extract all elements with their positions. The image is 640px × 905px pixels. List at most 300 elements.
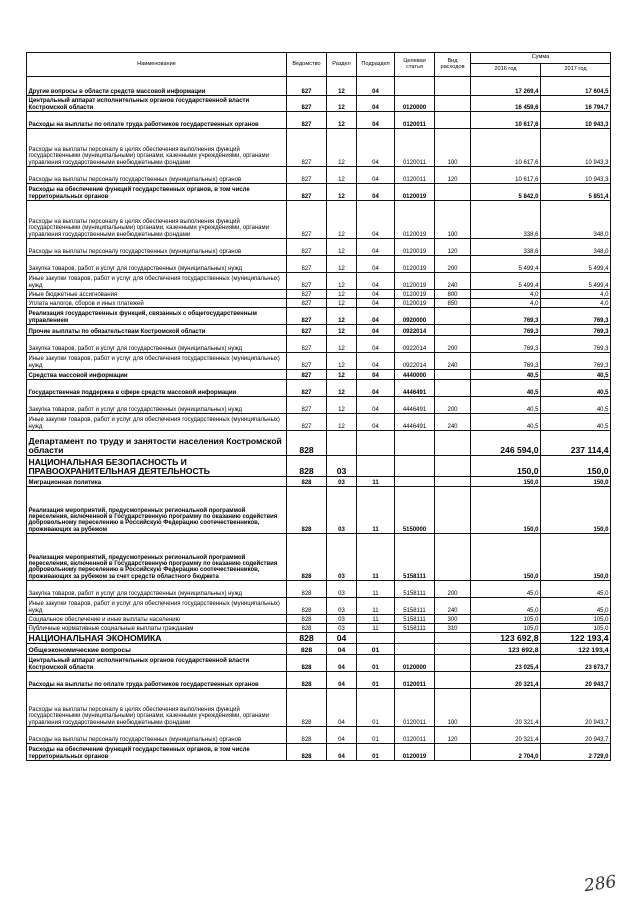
cell-vid-rashodov	[435, 431, 471, 456]
cell-razdel: 12	[327, 336, 357, 353]
cell-sum-2016: 40,5	[471, 397, 541, 414]
cell-sum-2017: 40,5	[541, 380, 611, 397]
cell-celevaya-statya: 0120011	[395, 689, 435, 727]
cell-vedomstvo: 828	[287, 644, 327, 655]
table-row	[27, 370, 611, 380]
cell-podrazdel: 04	[357, 273, 395, 290]
cell-name: Иные закупки товаров, работ и услуг для обеспечения государственных (муниципальных) нужд	[27, 273, 287, 290]
cell-podrazdel	[357, 431, 395, 456]
cell-razdel: 04	[327, 655, 357, 672]
cell-celevaya-statya: 0920000	[395, 308, 435, 325]
cell-sum-2017: 5 499,4	[541, 273, 611, 290]
cell-celevaya-statya: 0120019	[395, 290, 435, 299]
cell-celevaya-statya: 0120019	[395, 744, 435, 761]
table-row	[27, 431, 611, 456]
cell-name: Расходы на обеспечение функций государственных органов, в том числе территориальных органов	[27, 744, 287, 761]
table-row	[27, 689, 611, 727]
cell-vedomstvo: 827	[287, 370, 327, 380]
header-2016: 2016 год	[471, 64, 541, 77]
cell-celevaya-statya: 5158111	[395, 598, 435, 615]
cell-vid-rashodov	[435, 370, 471, 380]
cell-sum-2016: 17 269,4	[471, 77, 541, 96]
cell-vedomstvo: 828	[287, 689, 327, 727]
cell-celevaya-statya: 0120000	[395, 655, 435, 672]
cell-podrazdel: 04	[357, 201, 395, 239]
cell-vedomstvo: 827	[287, 299, 327, 308]
cell-sum-2017: 150,0	[541, 487, 611, 534]
cell-podrazdel: 04	[357, 129, 395, 167]
cell-razdel: 12	[327, 256, 357, 273]
cell-sum-2017: 16 794,7	[541, 96, 611, 112]
cell-name: Иные закупки товаров, работ и услуг для обеспечения государственных (муниципальных) нужд	[27, 353, 287, 370]
cell-sum-2017: 20 943,7	[541, 727, 611, 744]
cell-celevaya-statya: 0922014	[395, 325, 435, 336]
cell-name: Департамент по труду и занятости населения Костромской области	[27, 431, 287, 456]
cell-name: Миграционная политика	[27, 477, 287, 487]
cell-vid-rashodov	[435, 672, 471, 689]
cell-celevaya-statya: 4446491	[395, 397, 435, 414]
cell-sum-2017: 4,0	[541, 299, 611, 308]
cell-celevaya-statya: 0120000	[395, 96, 435, 112]
cell-vid-rashodov	[435, 77, 471, 96]
cell-vedomstvo: 827	[287, 239, 327, 256]
cell-sum-2017: 769,3	[541, 353, 611, 370]
cell-celevaya-statya: 0120011	[395, 672, 435, 689]
cell-celevaya-statya: 5158111	[395, 615, 435, 624]
table-row	[27, 308, 611, 325]
cell-podrazdel: 11	[357, 581, 395, 598]
cell-vedomstvo: 827	[287, 256, 327, 273]
cell-sum-2017: 769,3	[541, 308, 611, 325]
cell-sum-2017: 237 114,4	[541, 431, 611, 456]
cell-razdel: 03	[327, 624, 357, 633]
cell-vedomstvo: 828	[287, 431, 327, 456]
table-row	[27, 256, 611, 273]
cell-razdel: 03	[327, 456, 357, 477]
cell-name: Уплата налогов, сборов и иных платежей	[27, 299, 287, 308]
cell-sum-2016: 105,0	[471, 615, 541, 624]
cell-podrazdel: 04	[357, 290, 395, 299]
cell-sum-2017: 20 943,7	[541, 689, 611, 727]
cell-razdel: 03	[327, 487, 357, 534]
cell-podrazdel: 04	[357, 112, 395, 129]
cell-vid-rashodov: 200	[435, 256, 471, 273]
cell-vedomstvo: 828	[287, 615, 327, 624]
table-row	[27, 353, 611, 370]
cell-celevaya-statya: 4440000	[395, 370, 435, 380]
cell-vid-rashodov: 850	[435, 299, 471, 308]
cell-vedomstvo: 827	[287, 325, 327, 336]
cell-sum-2016: 123 692,8	[471, 633, 541, 644]
cell-vedomstvo: 827	[287, 112, 327, 129]
cell-name: Средства массовой информации	[27, 370, 287, 380]
table-row	[27, 201, 611, 239]
header-summa: Сумма	[471, 53, 611, 64]
cell-vedomstvo: 828	[287, 598, 327, 615]
cell-name: НАЦИОНАЛЬНАЯ БЕЗОПАСНОСТЬ И ПРАВООХРАНИТЕЛЬНАЯ ДЕЯТЕЛЬНОСТЬ	[27, 456, 287, 477]
cell-sum-2016: 45,0	[471, 598, 541, 615]
cell-vedomstvo: 827	[287, 96, 327, 112]
cell-name: Расходы на выплаты персоналу в целях обеспечения выполнения функций государственными (муниципальными) органами, казенными учреждениями, органами управления государственными внебюджетными фондами	[27, 201, 287, 239]
cell-vid-rashodov: 310	[435, 624, 471, 633]
cell-razdel: 04	[327, 644, 357, 655]
cell-podrazdel: 04	[357, 380, 395, 397]
cell-sum-2016: 5 842,0	[471, 184, 541, 201]
cell-podrazdel: 04	[357, 256, 395, 273]
cell-sum-2016: 150,0	[471, 477, 541, 487]
cell-vedomstvo: 828	[287, 487, 327, 534]
cell-vid-rashodov	[435, 534, 471, 581]
cell-name: Расходы на выплаты по оплате труда работников государственных органов	[27, 672, 287, 689]
cell-razdel: 12	[327, 273, 357, 290]
page-number: 286	[582, 871, 618, 897]
cell-sum-2016: 20 321,4	[471, 689, 541, 727]
cell-celevaya-statya: 0120019	[395, 239, 435, 256]
cell-sum-2016: 150,0	[471, 487, 541, 534]
cell-podrazdel: 11	[357, 615, 395, 624]
table-row	[27, 167, 611, 184]
cell-sum-2017: 769,3	[541, 336, 611, 353]
cell-sum-2017: 150,0	[541, 477, 611, 487]
cell-celevaya-statya: 0922014	[395, 336, 435, 353]
cell-sum-2017: 17 604,5	[541, 77, 611, 96]
cell-name: Реализация государственных функций, связанных с общегосударственным управлением	[27, 308, 287, 325]
cell-sum-2016: 45,0	[471, 581, 541, 598]
cell-name: Закупка товаров, работ и услуг для государственных (муниципальных) нужд	[27, 256, 287, 273]
table-row	[27, 414, 611, 431]
cell-podrazdel: 04	[357, 370, 395, 380]
cell-vedomstvo: 828	[287, 744, 327, 761]
cell-sum-2017: 122 193,4	[541, 644, 611, 655]
cell-name: Центральный аппарат исполнительных органов государственной власти Костромской области	[27, 96, 287, 112]
cell-vid-rashodov	[435, 644, 471, 655]
cell-vid-rashodov: 300	[435, 615, 471, 624]
cell-celevaya-statya: 5150000	[395, 487, 435, 534]
cell-vedomstvo: 827	[287, 290, 327, 299]
table-row	[27, 744, 611, 761]
cell-podrazdel: 11	[357, 534, 395, 581]
cell-vid-rashodov: 100	[435, 129, 471, 167]
cell-sum-2017: 5 851,4	[541, 184, 611, 201]
cell-name: Прочие выплаты по обязательствам Костромской области	[27, 325, 287, 336]
cell-vid-rashodov	[435, 308, 471, 325]
cell-celevaya-statya: 0120011	[395, 129, 435, 167]
cell-razdel: 03	[327, 534, 357, 581]
cell-name: Социальное обеспечение и иные выплаты населению	[27, 615, 287, 624]
table-row	[27, 477, 611, 487]
table-row	[27, 456, 611, 477]
cell-sum-2016: 40,5	[471, 380, 541, 397]
cell-sum-2016: 40,5	[471, 414, 541, 431]
cell-vid-rashodov: 200	[435, 336, 471, 353]
table-row	[27, 239, 611, 256]
cell-celevaya-statya	[395, 431, 435, 456]
header-razdel: Раздел	[327, 53, 357, 77]
cell-podrazdel: 01	[357, 672, 395, 689]
cell-name: Реализация мероприятий, предусмотренных региональной программой переселения, включенной в Государственную программу по оказанию содействия добровольному переселению в Российскую Федерацию соотечественников, проживающих за рубежом	[27, 487, 287, 534]
cell-sum-2017: 20 943,7	[541, 672, 611, 689]
cell-name: Закупка товаров, работ и услуг для государственных (муниципальных) нужд	[27, 397, 287, 414]
cell-podrazdel: 01	[357, 655, 395, 672]
cell-sum-2016: 5 499,4	[471, 273, 541, 290]
cell-sum-2016: 105,0	[471, 624, 541, 633]
cell-vid-rashodov: 800	[435, 290, 471, 299]
cell-celevaya-statya: 5158111	[395, 581, 435, 598]
cell-razdel: 12	[327, 290, 357, 299]
cell-sum-2016: 338,6	[471, 201, 541, 239]
cell-celevaya-statya: 0120019	[395, 273, 435, 290]
cell-celevaya-statya: 5158111	[395, 534, 435, 581]
cell-name: Государственная поддержка в сфере средств массовой информации	[27, 380, 287, 397]
cell-podrazdel: 04	[357, 239, 395, 256]
cell-sum-2017: 10 943,3	[541, 129, 611, 167]
header-2017: 2017 год	[541, 64, 611, 77]
cell-sum-2017: 122 193,4	[541, 633, 611, 644]
cell-razdel: 12	[327, 308, 357, 325]
cell-razdel: 04	[327, 727, 357, 744]
cell-podrazdel: 11	[357, 624, 395, 633]
cell-name: Расходы на выплаты по оплате труда работников государственных органов	[27, 112, 287, 129]
cell-sum-2017: 150,0	[541, 534, 611, 581]
cell-razdel: 12	[327, 77, 357, 96]
cell-celevaya-statya	[395, 456, 435, 477]
table-row	[27, 615, 611, 624]
cell-vid-rashodov	[435, 96, 471, 112]
cell-name: Иные бюджетные ассигнования	[27, 290, 287, 299]
cell-sum-2016: 5 499,4	[471, 256, 541, 273]
cell-name: Иные закупки товаров, работ и услуг для обеспечения государственных (муниципальных) нужд	[27, 598, 287, 615]
cell-podrazdel: 04	[357, 353, 395, 370]
cell-vedomstvo: 827	[287, 414, 327, 431]
cell-vid-rashodov	[435, 184, 471, 201]
cell-sum-2016: 20 321,4	[471, 727, 541, 744]
cell-sum-2016: 40,5	[471, 370, 541, 380]
table-row	[27, 727, 611, 744]
cell-sum-2016: 20 321,4	[471, 672, 541, 689]
cell-razdel: 04	[327, 689, 357, 727]
table-row	[27, 273, 611, 290]
cell-podrazdel: 04	[357, 77, 395, 96]
cell-razdel: 12	[327, 239, 357, 256]
cell-sum-2017: 40,5	[541, 397, 611, 414]
cell-vid-rashodov: 120	[435, 727, 471, 744]
cell-sum-2016: 10 617,6	[471, 167, 541, 184]
cell-name: Расходы на выплаты персоналу государственных (муниципальных) органов	[27, 167, 287, 184]
table-row	[27, 624, 611, 633]
header-podrazdel: Подраздел	[357, 53, 395, 77]
cell-razdel: 12	[327, 201, 357, 239]
cell-vid-rashodov: 240	[435, 273, 471, 290]
table-row	[27, 96, 611, 112]
cell-sum-2017: 348,0	[541, 201, 611, 239]
cell-sum-2017: 40,5	[541, 370, 611, 380]
table-row	[27, 380, 611, 397]
cell-podrazdel	[357, 633, 395, 644]
cell-name: Закупка товаров, работ и услуг для государственных (муниципальных) нужд	[27, 336, 287, 353]
cell-vedomstvo: 828	[287, 477, 327, 487]
table-row	[27, 534, 611, 581]
table-row	[27, 290, 611, 299]
cell-vid-rashodov	[435, 456, 471, 477]
cell-razdel: 12	[327, 325, 357, 336]
cell-razdel	[327, 431, 357, 456]
cell-vid-rashodov	[435, 112, 471, 129]
cell-sum-2017: 2 729,0	[541, 744, 611, 761]
header-vid-rashodov: Вид расходов	[435, 53, 471, 77]
table-row	[27, 325, 611, 336]
cell-celevaya-statya: 5158111	[395, 624, 435, 633]
cell-vedomstvo: 827	[287, 184, 327, 201]
cell-name: Другие вопросы в области средств массовой информации	[27, 77, 287, 96]
cell-name: Иные закупки товаров, работ и услуг для обеспечения государственных (муниципальных) нужд	[27, 414, 287, 431]
cell-sum-2017: 105,0	[541, 624, 611, 633]
cell-podrazdel: 04	[357, 167, 395, 184]
cell-sum-2017: 348,0	[541, 239, 611, 256]
cell-celevaya-statya	[395, 77, 435, 96]
cell-razdel: 12	[327, 96, 357, 112]
cell-vedomstvo: 827	[287, 129, 327, 167]
cell-name: НАЦИОНАЛЬНАЯ ЭКОНОМИКА	[27, 633, 287, 644]
cell-podrazdel: 04	[357, 96, 395, 112]
cell-celevaya-statya: 0922014	[395, 353, 435, 370]
cell-sum-2016: 150,0	[471, 456, 541, 477]
header-vedomstvo: Ведомство	[287, 53, 327, 77]
cell-podrazdel: 11	[357, 598, 395, 615]
table-row	[27, 77, 611, 96]
cell-sum-2017: 40,5	[541, 414, 611, 431]
cell-vedomstvo: 827	[287, 77, 327, 96]
cell-vedomstvo: 828	[287, 655, 327, 672]
cell-vid-rashodov: 240	[435, 414, 471, 431]
cell-sum-2017: 769,3	[541, 325, 611, 336]
cell-vedomstvo: 828	[287, 633, 327, 644]
cell-razdel: 12	[327, 380, 357, 397]
cell-celevaya-statya: 4446491	[395, 414, 435, 431]
cell-podrazdel: 04	[357, 336, 395, 353]
cell-sum-2016: 338,6	[471, 239, 541, 256]
cell-razdel: 12	[327, 184, 357, 201]
cell-vid-rashodov	[435, 325, 471, 336]
cell-celevaya-statya	[395, 633, 435, 644]
cell-podrazdel: 11	[357, 477, 395, 487]
cell-sum-2016: 10 617,6	[471, 112, 541, 129]
header-celevaya-statya: Целевая статья	[395, 53, 435, 77]
cell-podrazdel: 04	[357, 414, 395, 431]
cell-name: Расходы на выплаты персоналу в целях обеспечения выполнения функций государственными (муниципальными) органами, казенными учреждениями, органами управления государственными внебюджетными фондами	[27, 689, 287, 727]
cell-sum-2017: 45,0	[541, 598, 611, 615]
cell-podrazdel: 01	[357, 689, 395, 727]
cell-celevaya-statya: 0120019	[395, 184, 435, 201]
header-name: Наименование	[27, 53, 287, 77]
cell-name: Расходы на выплаты персоналу государственных (муниципальных) органов	[27, 239, 287, 256]
cell-vedomstvo: 828	[287, 727, 327, 744]
cell-razdel: 12	[327, 397, 357, 414]
table-row	[27, 581, 611, 598]
table-row	[27, 655, 611, 672]
table-row	[27, 633, 611, 644]
budget-table	[26, 52, 611, 761]
cell-sum-2016: 123 692,8	[471, 644, 541, 655]
cell-vedomstvo: 827	[287, 201, 327, 239]
table-row	[27, 299, 611, 308]
cell-vid-rashodov: 120	[435, 239, 471, 256]
table-row	[27, 672, 611, 689]
cell-vid-rashodov	[435, 477, 471, 487]
cell-vedomstvo: 827	[287, 336, 327, 353]
cell-sum-2017: 45,0	[541, 581, 611, 598]
cell-vid-rashodov: 120	[435, 167, 471, 184]
cell-sum-2016: 769,3	[471, 308, 541, 325]
table-row	[27, 336, 611, 353]
cell-name: Публичные нормативные социальные выплаты гражданам	[27, 624, 287, 633]
cell-vedomstvo: 827	[287, 273, 327, 290]
cell-sum-2017: 150,0	[541, 456, 611, 477]
cell-vid-rashodov: 240	[435, 353, 471, 370]
cell-razdel: 03	[327, 598, 357, 615]
cell-vid-rashodov: 200	[435, 397, 471, 414]
cell-vedomstvo: 828	[287, 624, 327, 633]
cell-name: Расходы на выплаты персоналу государственных (муниципальных) органов	[27, 727, 287, 744]
cell-vedomstvo: 827	[287, 380, 327, 397]
cell-name: Реализация мероприятий, предусмотренных региональной программой переселения, включенной в Государственную программу по оказанию содействия добровольному переселению в Российскую Федерацию соотечественников, проживающих за рубежом за счет средств областного бюджета	[27, 534, 287, 581]
cell-sum-2016: 769,3	[471, 336, 541, 353]
cell-name: Закупка товаров, работ и услуг для государственных (муниципальных) нужд	[27, 581, 287, 598]
cell-sum-2016: 16 459,6	[471, 96, 541, 112]
cell-sum-2017: 5 499,4	[541, 256, 611, 273]
cell-razdel: 12	[327, 370, 357, 380]
cell-sum-2017: 4,0	[541, 290, 611, 299]
cell-celevaya-statya: 0120019	[395, 201, 435, 239]
cell-name: Общеэкономические вопросы	[27, 644, 287, 655]
cell-podrazdel: 04	[357, 299, 395, 308]
cell-razdel: 12	[327, 112, 357, 129]
cell-sum-2016: 2 704,0	[471, 744, 541, 761]
cell-razdel: 03	[327, 615, 357, 624]
table-row	[27, 644, 611, 655]
cell-vid-rashodov	[435, 633, 471, 644]
cell-razdel: 12	[327, 414, 357, 431]
cell-podrazdel: 01	[357, 744, 395, 761]
cell-razdel: 03	[327, 477, 357, 487]
cell-razdel: 12	[327, 167, 357, 184]
cell-vedomstvo: 828	[287, 672, 327, 689]
cell-celevaya-statya: 4446491	[395, 380, 435, 397]
cell-vedomstvo: 827	[287, 308, 327, 325]
cell-celevaya-statya	[395, 477, 435, 487]
cell-vedomstvo: 827	[287, 397, 327, 414]
cell-vid-rashodov	[435, 744, 471, 761]
cell-sum-2016: 4,0	[471, 290, 541, 299]
cell-vedomstvo: 827	[287, 167, 327, 184]
cell-vid-rashodov: 240	[435, 598, 471, 615]
cell-razdel: 12	[327, 299, 357, 308]
cell-razdel: 03	[327, 581, 357, 598]
cell-sum-2017: 10 943,3	[541, 112, 611, 129]
cell-vedomstvo: 828	[287, 456, 327, 477]
cell-vedomstvo: 827	[287, 353, 327, 370]
cell-sum-2016: 10 617,6	[471, 129, 541, 167]
cell-sum-2016: 769,3	[471, 325, 541, 336]
cell-vid-rashodov: 200	[435, 581, 471, 598]
cell-vedomstvo: 828	[287, 534, 327, 581]
table-row	[27, 598, 611, 615]
cell-sum-2016: 150,0	[471, 534, 541, 581]
cell-sum-2016: 23 025,4	[471, 655, 541, 672]
cell-celevaya-statya: 0120011	[395, 112, 435, 129]
table-row	[27, 487, 611, 534]
cell-razdel: 12	[327, 129, 357, 167]
cell-podrazdel: 01	[357, 727, 395, 744]
